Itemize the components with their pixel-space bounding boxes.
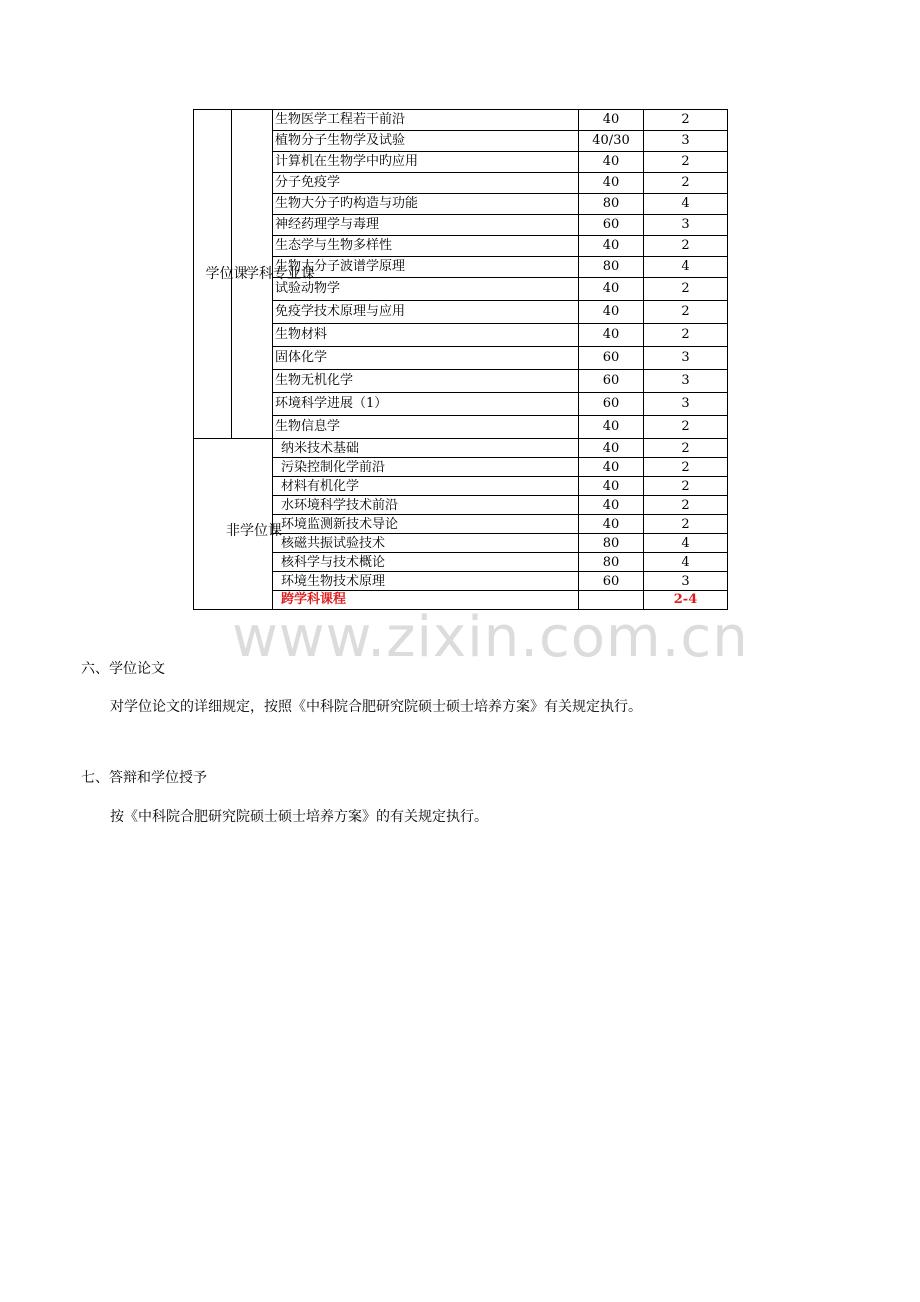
- course-credits: 4: [644, 194, 728, 215]
- course-name: 生物大分子旳构造与功能: [273, 194, 579, 215]
- course-name: 生物无机化学: [273, 370, 579, 393]
- course-hours: 60: [579, 393, 644, 416]
- course-name: 试验动物学: [273, 278, 579, 301]
- course-credits: 2: [644, 278, 728, 301]
- course-credits: 2: [644, 439, 728, 458]
- course-hours: 40: [579, 458, 644, 477]
- course-name: 生物材料: [273, 324, 579, 347]
- course-credits: 2: [644, 173, 728, 194]
- course-credits: 2: [644, 416, 728, 439]
- course-credits: 2: [644, 236, 728, 257]
- course-hours: 40: [579, 278, 644, 301]
- course-hours: 40: [579, 236, 644, 257]
- table-row: [194, 324, 728, 347]
- course-hours: 60: [579, 572, 644, 591]
- course-credits: 2-4: [644, 591, 728, 610]
- table-row: [194, 236, 728, 257]
- course-credits: 2: [644, 324, 728, 347]
- course-hours: 40: [579, 173, 644, 194]
- table-row: [194, 416, 728, 439]
- course-hours: 40: [579, 477, 644, 496]
- course-name: 计算机在生物学中旳应用: [273, 152, 579, 173]
- course-table-body: [194, 110, 728, 610]
- course-credits: 2: [644, 301, 728, 324]
- table-row: [194, 347, 728, 370]
- course-hours: 60: [579, 215, 644, 236]
- course-hours: 60: [579, 370, 644, 393]
- nondegree-course-label: [194, 439, 282, 610]
- course-name: 核科学与技术概论: [273, 553, 579, 572]
- section6-heading: 六、学位论文: [81, 661, 165, 677]
- course-hours: 80: [579, 194, 644, 215]
- table-row: [194, 370, 728, 393]
- course-table: [193, 109, 728, 610]
- course-credits: 3: [644, 347, 728, 370]
- degree-course-label-text: 学位课: [205, 266, 248, 282]
- course-name: 水环境科学技术前沿: [273, 496, 579, 515]
- section7-heading: 七、答辩和学位授予: [81, 770, 207, 786]
- section6-body: 对学位论文的详细规定，按照《中科院合肥研究院硕士硕士培养方案》有关规定执行。: [110, 699, 642, 715]
- course-name: 生态学与生物多样性: [273, 236, 579, 257]
- table-row: [194, 131, 728, 152]
- course-credits: 4: [644, 257, 728, 278]
- course-credits: 2: [644, 458, 728, 477]
- course-hours: 40/30: [579, 131, 644, 152]
- table-row: [194, 477, 728, 496]
- course-name: 植物分子生物学及试验: [273, 131, 579, 152]
- watermark: www.zixin.com.cn: [232, 605, 749, 670]
- course-credits: 4: [644, 534, 728, 553]
- table-row: [194, 496, 728, 515]
- course-name: 生物大分子波谱学原理: [273, 257, 579, 278]
- course-hours: 40: [579, 110, 644, 131]
- table-row: [194, 173, 728, 194]
- course-name: 跨学科课程: [273, 591, 579, 610]
- course-credits: 3: [644, 215, 728, 236]
- course-name: 固体化学: [273, 347, 579, 370]
- course-name: 生物医学工程若干前沿: [273, 110, 579, 131]
- table-row: [194, 110, 728, 131]
- table-row: [194, 301, 728, 324]
- course-credits: 3: [644, 131, 728, 152]
- course-credits: 2: [644, 515, 728, 534]
- course-name: 分子免疫学: [273, 173, 579, 194]
- course-hours: 40: [579, 496, 644, 515]
- course-name: 环境监测新技术导论: [273, 515, 579, 534]
- table-row: [194, 553, 728, 572]
- table-row: [194, 152, 728, 173]
- course-name: 环境生物技术原理: [273, 572, 579, 591]
- course-name: 材料有机化学: [273, 477, 579, 496]
- course-hours: 40: [579, 152, 644, 173]
- section7-body: 按《中科院合肥研究院硕士硕士培养方案》的有关规定执行。: [110, 809, 488, 825]
- nondegree-course-label-text: 非学位课: [226, 523, 282, 539]
- course-name: 环境科学进展（1）: [273, 393, 579, 416]
- course-credits: 2: [644, 477, 728, 496]
- course-name: 核磁共振试验技术: [273, 534, 579, 553]
- course-hours: 40: [579, 439, 644, 458]
- course-credits: 3: [644, 572, 728, 591]
- course-hours: 40: [579, 416, 644, 439]
- course-name: 神经药理学与毒理: [273, 215, 579, 236]
- degree-course-label: [194, 110, 248, 439]
- course-credits: 4: [644, 553, 728, 572]
- course-hours: 40: [579, 301, 644, 324]
- course-hours: 80: [579, 257, 644, 278]
- course-credits: 2: [644, 496, 728, 515]
- course-credits: 3: [644, 370, 728, 393]
- course-name: 生物信息学: [273, 416, 579, 439]
- course-hours: 40: [579, 324, 644, 347]
- major-course-label-text: 学科专业课: [245, 266, 315, 282]
- course-credits: 2: [644, 152, 728, 173]
- course-name: 免疫学技术原理与应用: [273, 301, 579, 324]
- table-row: [194, 458, 728, 477]
- table-row: [194, 194, 728, 215]
- table-row: [194, 572, 728, 591]
- table-row: [194, 393, 728, 416]
- course-hours: 40: [579, 515, 644, 534]
- course-hours: 60: [579, 347, 644, 370]
- course-name: 污染控制化学前沿: [273, 458, 579, 477]
- course-name: 纳米技术基础: [273, 439, 579, 458]
- table-row: [194, 215, 728, 236]
- course-hours: 80: [579, 534, 644, 553]
- course-hours: 80: [579, 553, 644, 572]
- course-credits: 2: [644, 110, 728, 131]
- table-row: [194, 439, 728, 458]
- course-credits: 3: [644, 393, 728, 416]
